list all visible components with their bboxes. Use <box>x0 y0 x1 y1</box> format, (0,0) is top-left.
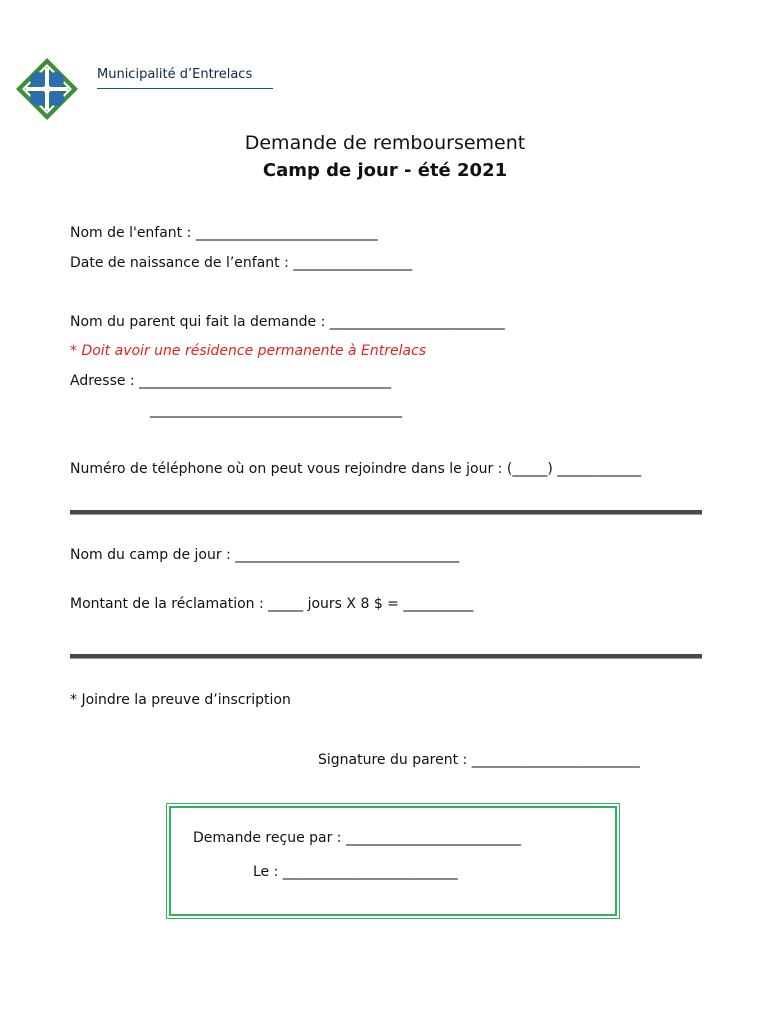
office-use-box <box>169 806 617 916</box>
camp-name-field[interactable]: Nom du camp de jour : ________________________________ <box>70 547 460 563</box>
child-name-field[interactable]: Nom de l'enfant : __________________________ <box>70 225 378 241</box>
section-divider <box>70 510 702 515</box>
organization-name: Municipalité d’Entrelacs <box>97 67 253 82</box>
organization-underline <box>97 88 273 89</box>
received-by-field[interactable]: Demande reçue par : _________________________ <box>193 830 521 846</box>
residence-note: * Doit avoir une résidence permanente à Entrelacs <box>70 343 427 359</box>
address-field-line2[interactable]: ____________________________________ <box>150 402 402 418</box>
child-birthdate-field[interactable]: Date de naissance de l’enfant : _________________ <box>70 255 413 271</box>
received-date-field[interactable]: Le : _________________________ <box>253 864 458 880</box>
phone-field[interactable]: Numéro de téléphone où on peut vous rejoindre dans le jour : (_____) ____________ <box>70 461 642 477</box>
municipal-logo-icon <box>14 56 80 122</box>
claim-amount-field[interactable]: Montant de la réclamation : _____ jours X 8 $ = __________ <box>70 596 474 612</box>
attach-proof-note: * Joindre la preuve d’inscription <box>70 692 291 708</box>
form-subtitle: Camp de jour - été 2021 <box>262 160 508 181</box>
section-divider <box>70 654 702 659</box>
parent-name-field[interactable]: Nom du parent qui fait la demande : _________________________ <box>70 314 505 330</box>
form-title: Demande de remboursement <box>244 132 526 154</box>
address-field-line1[interactable]: Adresse : ____________________________________ <box>70 373 392 389</box>
signature-field[interactable]: Signature du parent : ________________________ <box>318 752 640 768</box>
